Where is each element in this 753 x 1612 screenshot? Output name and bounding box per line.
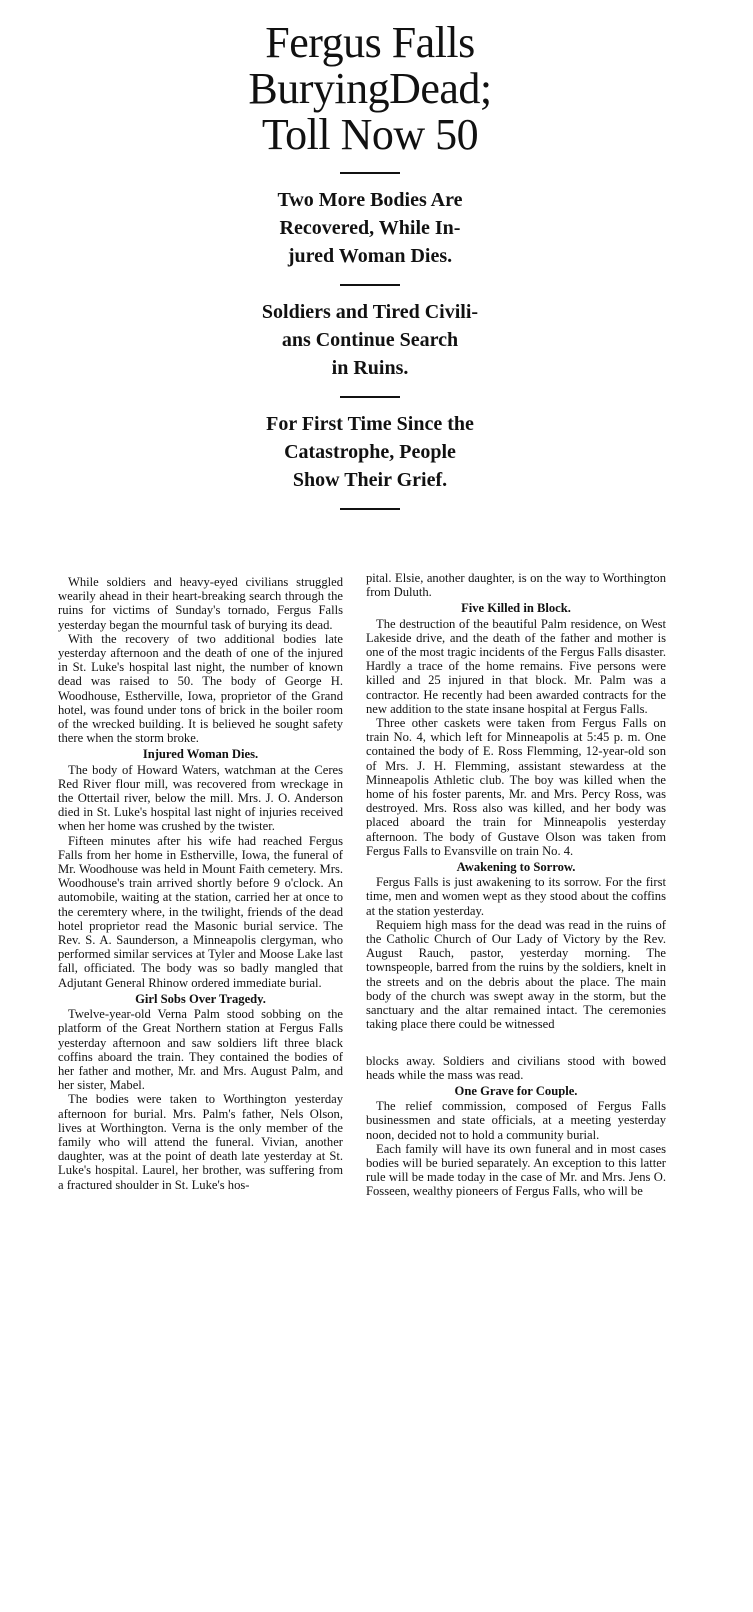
article-paragraph: The destruction of the beautiful Palm residence, on West Lakeside drive, and the death of the father and mother is one of the most tragic incidents of the Fergus Falls disaster. Hardly a trace of the home remains. Five persons were killed and 25 injured in that block. Mr. Palm was a contractor. He recently had been awarded contracts for the new addition to the state insane hospital at Fergus Falls. xyxy=(366,616,666,716)
deck-line: Show Their Grief. xyxy=(292,469,448,491)
headline-line: BuryingDead; xyxy=(248,64,492,113)
subheading: Five Killed in Block. xyxy=(461,601,571,616)
headline-block xyxy=(200,20,540,522)
article-paragraph: Three other caskets were taken from Fergus Falls on train No. 4, which left for Minneapolis at 5:45 p. m. One contained the body of E. Ross Flemming, 12-year-old son of Mrs. J. H. Flemming, assistant stewardess at the Minneapolis Athletic club. The boy was killed when the home of his foster parents, Mr. and Mrs. Percy Ross, was destroyed. Mrs. Ross also was killed, and her body was placed aboard the train for Minneapolis yesterday afternoon. The body of Gustave Olson was taken from Fergus Falls to Evansville on train No. 4. xyxy=(366,716,666,858)
headline xyxy=(200,20,540,158)
subheading: One Grave for Couple. xyxy=(454,1083,578,1098)
article-paragraph: While soldiers and heavy-eyed civilians struggled wearily ahead in their heart-breaking search through the ruins for victims of Sunday's tornado, Fergus Falls yesterday began the mournful task of burying its dead. xyxy=(58,575,343,632)
article-paragraph: pital. Elsie, another daughter, is on the way to Worthington from Duluth. xyxy=(366,571,666,600)
divider-rule xyxy=(340,284,400,286)
article-column-left xyxy=(58,575,343,1192)
divider-rule xyxy=(340,172,400,174)
deck-line: Two More Bodies Are xyxy=(277,189,463,211)
deck-line: Catastrophe, People xyxy=(284,441,456,463)
article-paragraph: Each family will have its own funeral and in most cases bodies will be buried separately. An exception to this latter rule will be made today in the case of Mr. and Mrs. Jens O. Fosseen, wealthy pioneers of Fergus Falls, who will be xyxy=(366,1141,666,1199)
article-paragraph: The bodies were taken to Worthington yesterday afternoon for burial. Mrs. Palm's father, Nels Olson, lives at Worthington. Verna is the only member of the family who will attend the funeral. Vivian, another daughter, was at the point of death late yesterday at St. Luke's hospital. Laurel, her brother, was suffering from a fractured shoulder in St. Luke's hos- xyxy=(58,1092,343,1192)
deck-line: Soldiers and Tired Civili- xyxy=(261,301,479,323)
article-paragraph: Fifteen minutes after his wife had reached Fergus Falls from her home in Estherville, Iowa, the funeral of Mr. Woodhouse was held in Mount Faith cemetery. Mrs. Woodhouse's train arrived shortly before 9 o'clock. An automobile, waiting at the station, carried her at once to the ceremtery where, in the twilight, friends of the dead hotel proprietor read the Masonic burial service. The Rev. S. A. Saunderson, a Minneapolis clergyman, who performed similar services at Tyler and Moose Lake last fall, officiated. The body was so badly mangled that Adjutant General Rhinow ordered immediate burial. xyxy=(58,833,343,990)
deck-line: For First Time Since the xyxy=(266,413,474,435)
deck-line: ans Continue Search xyxy=(281,329,459,351)
deck-line: Recovered, While In- xyxy=(279,217,461,239)
deck-1 xyxy=(200,186,540,270)
headline-line: Fergus Falls xyxy=(265,18,475,67)
article-paragraph: blocks away. Soldiers and civilians stood with bowed heads while the mass was read. xyxy=(366,1053,666,1082)
divider-rule xyxy=(340,508,400,510)
article-paragraph: Fergus Falls is just awakening to its sorrow. For the first time, men and women wept as they stood about the coffins at the station yesterday. xyxy=(366,875,666,918)
article-paragraph: Requiem high mass for the dead was read in the ruins of the Catholic Church of Our Lady of Victory by the Rev. August Rauch, pastor, yesterday morning. The townspeople, barred from the ruins by the soldiers, knelt in the streets and on the debris about the place. The main body of the church was swept away in the storm, but the sanctuary and the altar remained intact. The ceremonies taking place there could be witnessed xyxy=(366,917,666,1032)
subheading: Girl Sobs Over Tragedy. xyxy=(135,991,266,1006)
headline-line: Toll Now 50 xyxy=(261,110,479,159)
subheading: Awakening to Sorrow. xyxy=(456,860,576,875)
divider-rule xyxy=(340,396,400,398)
article-column-right xyxy=(366,571,666,1199)
article-paragraph: The relief commission, composed of Fergus Falls businessmen and state officials, at a meeting yesterday noon, decided not to hold a community burial. xyxy=(366,1099,666,1142)
column-gap xyxy=(366,1032,666,1054)
subheading: Injured Woman Dies. xyxy=(142,747,259,762)
deck-line: in Ruins. xyxy=(331,357,409,379)
deck-3 xyxy=(200,410,540,494)
article-paragraph: Twelve-year-old Verna Palm stood sobbing on the platform of the Great Northern station at Fergus Falls yesterday afternoon and saw soldiers lift three black coffins aboard the train. They contained the bodies of her father and mother, Mr. and Mrs. August Palm, and her sister, Mabel. xyxy=(58,1007,343,1093)
article-paragraph: With the recovery of two additional bodies late yesterday afternoon and the death of one of the injured in St. Luke's hospital last night, the number of known dead was raised to 50. The body of George H. Woodhouse, Estherville, Iowa, proprietor of the Grand hotel, was found under tons of brick in the boiler room of the wrecked building. It is believed he sought safety there when the storm broke. xyxy=(58,631,343,746)
deck-line: jured Woman Dies. xyxy=(287,245,453,267)
article-paragraph: The body of Howard Waters, watchman at the Ceres Red River flour mill, was recovered from wreckage in the Ottertail river, below the mill. Mrs. J. O. Anderson died in St. Luke's hospital last night of injuries received when her home was crushed by the twister. xyxy=(58,762,343,834)
deck-2 xyxy=(200,298,540,382)
